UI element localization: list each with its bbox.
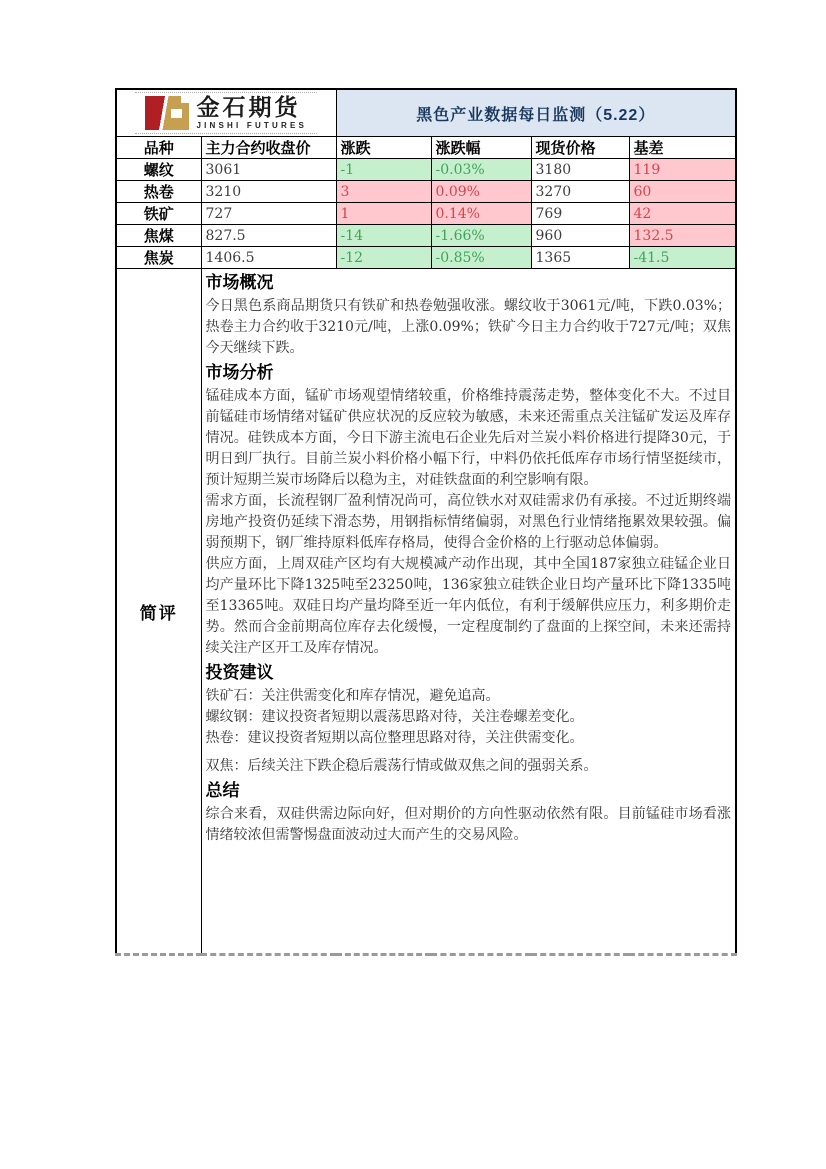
cell-涨跌: 1 [336, 203, 431, 225]
logo-cell [116, 89, 336, 137]
cell-品种: 焦炭 [116, 247, 201, 269]
cell-涨跌幅: 0.14% [431, 203, 531, 225]
cell-现货价格: 3270 [531, 181, 629, 203]
comment-row [116, 269, 736, 955]
section-heading: 市场分析 [205, 363, 274, 382]
report-title: 黑色产业数据每日监测（5.22） [336, 89, 736, 137]
section-paragraph: 铁矿石：关注供需变化和库存情况，避免追高。 [205, 688, 500, 704]
section-paragraph: 综合来看，双硅供需边际向好，但对期价的方向性驱动依然有限。目前锰硅市场看涨情绪较浓但需警惕盘面波动过大而产生的交易风险。 [205, 806, 732, 843]
cell-品种: 焦煤 [116, 225, 201, 247]
section-heading: 市场概况 [205, 273, 274, 292]
table-row [116, 181, 736, 203]
section-paragraph: 今日黑色系商品期货只有铁矿和热卷勉强收涨。螺纹收于3061元/吨，下跌0.03%；热卷主力合约收于3210元/吨，上涨0.09%；铁矿今日主力合约收于727元/吨；双焦今天继续下跌。 [205, 298, 732, 356]
cell-涨跌: -1 [336, 159, 431, 181]
cell-涨跌幅: -0.85% [431, 247, 531, 269]
cell-主力合约收盘价: 3210 [201, 181, 336, 203]
section-投资建议 [206, 661, 732, 777]
cell-涨跌幅: 0.09% [431, 181, 531, 203]
table-row [116, 159, 736, 181]
cell-现货价格: 960 [531, 225, 629, 247]
cell-现货价格: 1365 [531, 247, 629, 269]
cell-主力合约收盘价: 827.5 [201, 225, 336, 247]
cell-基差: -41.5 [629, 247, 736, 269]
section-总结 [206, 779, 732, 846]
table-header-row [116, 137, 736, 159]
cell-涨跌: -14 [336, 225, 431, 247]
section-市场概况 [206, 271, 732, 359]
cell-基差: 119 [629, 159, 736, 181]
cell-现货价格: 3180 [531, 159, 629, 181]
banner-row [116, 89, 736, 137]
cell-品种: 螺纹 [116, 159, 201, 181]
cell-基差: 42 [629, 203, 736, 225]
column-header-3: 涨跌幅 [431, 137, 531, 159]
jinshi-logo-icon [145, 96, 189, 130]
cell-主力合约收盘价: 1406.5 [201, 247, 336, 269]
daily-report-table [115, 88, 737, 956]
comment-sections [206, 271, 732, 846]
cell-主力合约收盘价: 3061 [201, 159, 336, 181]
cell-品种: 铁矿 [116, 203, 201, 225]
column-header-2: 涨跌 [336, 137, 431, 159]
section-heading: 投资建议 [205, 663, 274, 682]
logo-cn-text: 金石期货 [196, 93, 301, 120]
table-row [116, 225, 736, 247]
section-paragraph: 热卷：建议投资者短期以高位整理思路对待，关注供需变化。 [205, 730, 584, 746]
cell-品种: 热卷 [116, 181, 201, 203]
cell-现货价格: 769 [531, 203, 629, 225]
cell-涨跌幅: -0.03% [431, 159, 531, 181]
table-row [116, 203, 736, 225]
column-header-4: 现货价格 [531, 137, 629, 159]
table-row [116, 247, 736, 269]
logo-en-text: JINSHI FUTURES [196, 120, 308, 130]
section-市场分析 [206, 361, 732, 659]
section-paragraph: 螺纹钢：建议投资者短期以震荡思路对待，关注卷螺差变化。 [205, 709, 584, 725]
section-paragraph: 供应方面，上周双硅产区均有大规模减产动作出现，其中全国187家独立硅锰企业日均产量环比下降1325吨至23250吨，136家独立硅铁企业日均产量环比下降1335吨至13365吨。双硅日均产量均降至近一年内低位，有利于缓解供应压力，利多期价走势。然而合金前期高位库存去化缓慢，一定程度制约了盘面的上探空间，未来还需持续关注产区开工及库存情况。 [205, 556, 732, 656]
cell-涨跌幅: -1.66% [431, 225, 531, 247]
section-paragraph: 需求方面，长流程钢厂盈利情况尚可，高位铁水对双硅需求仍有承接。不过近期终端房地产投资仍延续下滑态势，用钢指标情绪偏弱，对黑色行业情绪拖累效果较强。偏弱预期下，钢厂维持原料低库存格局，使得合金价格的上行驱动总体偏弱。 [205, 493, 732, 551]
cell-主力合约收盘价: 727 [201, 203, 336, 225]
section-paragraph: 锰硅成本方面，锰矿市场观望情绪较重，价格维持震荡走势，整体变化不大。不过目前锰硅市场情绪对锰矿供应状况的反应较为敏感，未来还需重点关注锰矿发运及库存情况。硅铁成本方面，今日下游主流电石企业先后对兰炭小料价格进行提降30元，于明日到厂执行。目前兰炭小料价格小幅下行，中料仍依托低库存市场行情坚挺续市，预计短期兰炭市场降后以稳为主，对硅铁盘面的利空影响有限。 [205, 388, 732, 488]
comment-label: 简评 [116, 269, 201, 955]
column-header-1: 主力合约收盘价 [201, 137, 336, 159]
cell-涨跌: 3 [336, 181, 431, 203]
company-logo [135, 92, 317, 134]
comment-body [201, 269, 736, 955]
cell-涨跌: -12 [336, 247, 431, 269]
cell-基差: 60 [629, 181, 736, 203]
section-heading: 总结 [205, 781, 240, 800]
cell-基差: 132.5 [629, 225, 736, 247]
section-paragraph: 双焦：后续关注下跌企稳后震荡行情或做双焦之间的强弱关系。 [205, 758, 598, 774]
column-header-0: 品种 [116, 137, 201, 159]
column-header-5: 基差 [629, 137, 736, 159]
